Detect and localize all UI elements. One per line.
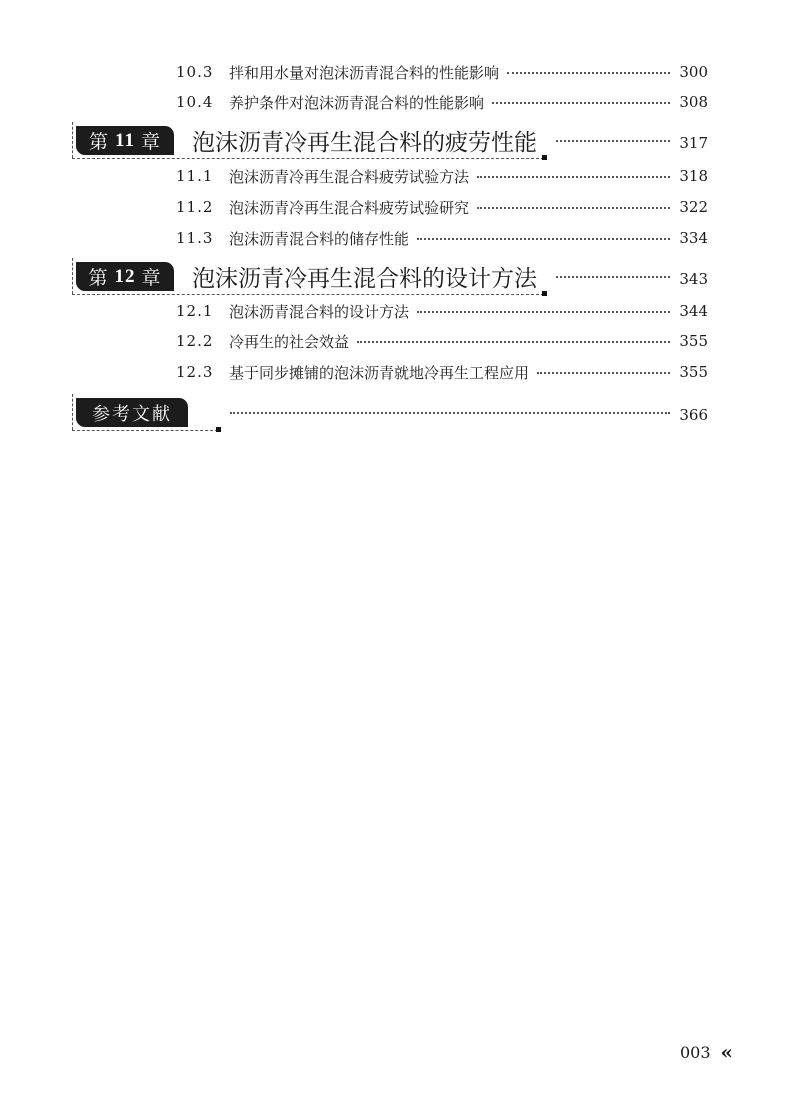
chapter-badge [76,262,174,291]
frame-end-square [542,155,547,160]
page-number: 318 [679,167,708,185]
dot-leader [230,412,670,414]
page-number: 355 [679,363,708,381]
dashed-frame-vertical [72,258,73,294]
dashed-frame-horizontal [72,430,218,431]
dashed-frame-vertical [72,122,73,158]
dot-leader [357,341,670,343]
dot-leader [507,72,670,74]
page-number: 308 [679,93,708,111]
badge-number: 11 [115,129,135,151]
section-number: 12.2 [176,332,214,350]
page-number: 344 [679,302,708,320]
section-number: 12.1 [176,302,214,320]
section-number: 12.3 [176,363,214,381]
chapter-title: 泡沫沥青冷再生混合料的设计方法 [192,266,537,292]
chapter-badge [76,126,174,155]
badge-suffix: 章 [141,267,162,289]
toc-entry-12-3[interactable] [176,360,708,384]
section-title: 拌和用水量对泡沫沥青混合料的性能影响 [229,63,500,82]
page-number: 355 [679,332,708,350]
section-title: 泡沫沥青混合料的储存性能 [229,229,410,248]
section-number: 11.3 [176,229,214,247]
section-title: 养护条件对泡沫沥青混合料的性能影响 [229,93,485,112]
section-number: 10.4 [176,93,214,111]
dot-leader [477,176,670,178]
badge-number: 12 [114,265,136,287]
chapter-12-header[interactable] [70,258,708,298]
page-number: 366 [679,406,708,424]
dot-leader [417,311,670,313]
toc-entry-11-3[interactable] [176,226,708,250]
dot-leader [477,207,670,209]
section-title: 泡沫沥青冷再生混合料疲劳试验研究 [229,198,470,217]
page-number: 317 [679,134,708,152]
toc-entry-12-1[interactable] [176,299,708,323]
dashed-frame-horizontal [72,158,544,159]
section-number: 10.3 [176,63,214,81]
page-footer [680,1040,733,1064]
section-title: 冷再生的社会效益 [229,332,350,351]
toc-entry-10-3[interactable] [176,60,708,84]
folio-number: 003 [680,1042,711,1062]
badge-prefix: 第 [89,131,110,153]
dashed-frame-horizontal [72,294,544,295]
frame-end-square [542,291,547,296]
dot-leader [492,102,670,104]
chapter-title: 泡沫沥青冷再生混合料的疲劳性能 [192,130,537,156]
page-number: 300 [679,63,708,81]
chapter-11-header[interactable] [70,122,708,162]
section-number: 11.1 [176,167,214,185]
dot-leader [556,276,670,278]
page-number: 334 [679,229,708,247]
section-title: 基于同步摊铺的泡沫沥青就地冷再生工程应用 [229,363,530,382]
frame-end-square [216,427,221,432]
section-title: 泡沫沥青混合料的设计方法 [229,302,410,321]
toc-entry-12-2[interactable] [176,329,708,353]
dot-leader [556,140,670,142]
badge-suffix: 章 [140,131,161,153]
double-chevron-left-icon: « [720,1040,734,1064]
section-title: 泡沫沥青冷再生混合料疲劳试验方法 [229,167,470,186]
references-entry[interactable] [70,394,708,434]
page-number: 322 [679,198,708,216]
dot-leader [537,372,670,374]
dashed-frame-vertical [72,394,73,430]
toc-entry-11-1[interactable] [176,164,708,188]
badge-prefix: 第 [88,267,109,289]
dot-leader [417,238,670,240]
toc-entry-11-2[interactable] [176,195,708,219]
references-badge: 参考文献 [76,398,188,427]
section-number: 11.2 [176,198,214,216]
toc-entry-10-4[interactable] [176,90,708,114]
page-number: 343 [679,270,708,288]
